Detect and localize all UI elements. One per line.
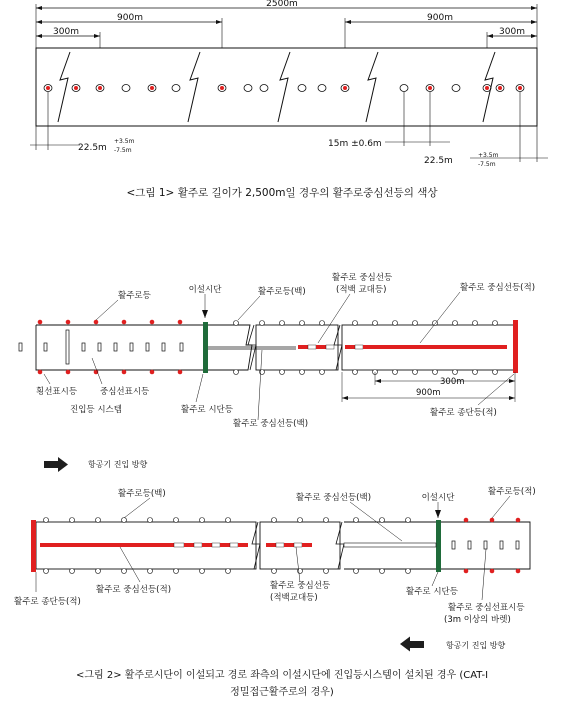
approach-direction-arrow-left	[400, 637, 424, 652]
bottom-centerline-alt-label-1: 활주로 중심선등	[270, 581, 331, 591]
direction-label-top: 항공기 진입 방향	[88, 460, 148, 469]
bottom-centerline-bars-label-1: 활주로 중심선표시등	[448, 603, 525, 613]
bottom-edge-lights-red	[464, 518, 521, 574]
runway-end-bar	[513, 320, 518, 373]
dim-2500-label: 2500m	[266, 0, 298, 9]
top-runway-edge-white-label: 활주로등(백)	[258, 287, 306, 297]
left-offset-label: 22.5m	[78, 143, 107, 153]
centerline-bars-label: 중심선표시등	[100, 387, 150, 397]
dim-900-label: 900m	[416, 388, 441, 398]
top-centerline-alt-label-2: (적백 교대등)	[336, 285, 387, 295]
bottom-end-lights-label: 활주로 종단등(적)	[14, 597, 81, 607]
displaced-threshold-bar	[203, 322, 208, 373]
bottom-threshold-lights-label: 활주로 시단등	[406, 587, 458, 597]
bottom-centerline-white-label: 활주로 중심선등(백)	[296, 493, 372, 503]
bottom-centerline-red	[40, 543, 174, 547]
bottom-runway-edge-white-label: 활주로등(백)	[118, 489, 166, 499]
top-displaced-threshold-label: 이설시단	[188, 285, 222, 295]
approach-light-system	[19, 330, 183, 364]
dim-300-label: 300m	[440, 377, 465, 387]
fig1-runway	[36, 48, 537, 126]
figure-2-caption-line-2: 정밀접근활주로의 경우)	[230, 687, 334, 698]
centerline-alternating	[298, 345, 373, 349]
bottom-runway-edge-red-label: 활주로등(적)	[488, 487, 536, 497]
right-offset-label: 22.5m	[424, 156, 453, 166]
bottom-centerline-bars-label-2: (3m 이상의 바렛)	[444, 615, 511, 625]
approach-direction-arrow-right	[44, 457, 68, 472]
left-offset-tol-top: +3.5m	[114, 138, 135, 145]
bottom-centerline-barrettes	[452, 541, 519, 549]
right-offset-tol-bottom: -7.5m	[478, 161, 496, 168]
dim-300-right-label: 300m	[499, 27, 525, 37]
figure-2-top	[19, 272, 535, 472]
right-offset-tol-top: +3.5m	[478, 152, 499, 159]
figure-2-caption-line-1: <그림 2> 활주로시단이 이설되고 경로 좌측의 이설시단에 진입등시스템이 설치된 경우 (CAT-I	[75, 670, 489, 681]
bottom-centerline-alternating	[174, 543, 312, 547]
bottom-centerline-alt-label-2: (적백교대등)	[270, 593, 318, 603]
bottom-centerline-white	[344, 543, 436, 547]
figure-1	[30, 0, 548, 199]
direction-label-bottom: 항공기 진입 방향	[446, 641, 506, 650]
top-runway-edge-label: 활주로등	[118, 291, 151, 301]
crossbar-label: 횡선표시등	[36, 387, 78, 397]
bottom-runway-end-bar	[31, 520, 36, 572]
top-end-lights-label: 활주로 종단등(적)	[430, 408, 497, 418]
top-threshold-lights-label: 활주로 시단등	[181, 405, 233, 415]
dim-300-left-label: 300m	[53, 27, 79, 37]
figure-1-caption: <그림 1> 활주로 길이가 2,500m일 경우의 활주로중심선등의 색상	[126, 187, 438, 199]
left-offset-tol-bottom: -7.5m	[114, 147, 132, 154]
bottom-centerline-red-label: 활주로 중심선등(적)	[96, 585, 172, 595]
top-centerline-red-label: 활주로 중심선등(적)	[460, 283, 536, 293]
centerline-red	[373, 345, 507, 349]
figure-2-bottom	[14, 486, 536, 698]
dim-900-left-label: 900m	[117, 13, 143, 23]
spacing-label: 15m ±0.6m	[328, 139, 382, 149]
top-centerline-white-label: 활주로 중심선등(백)	[233, 419, 309, 429]
dim-900-right-label: 900m	[427, 13, 453, 23]
bottom-displaced-threshold-label: 이설시단	[421, 493, 455, 503]
approach-system-label: 진입등 시스템	[70, 405, 122, 415]
bottom-displaced-threshold-bar	[436, 520, 441, 572]
top-centerline-alt-label-1: 활주로 중심선등	[332, 273, 393, 283]
